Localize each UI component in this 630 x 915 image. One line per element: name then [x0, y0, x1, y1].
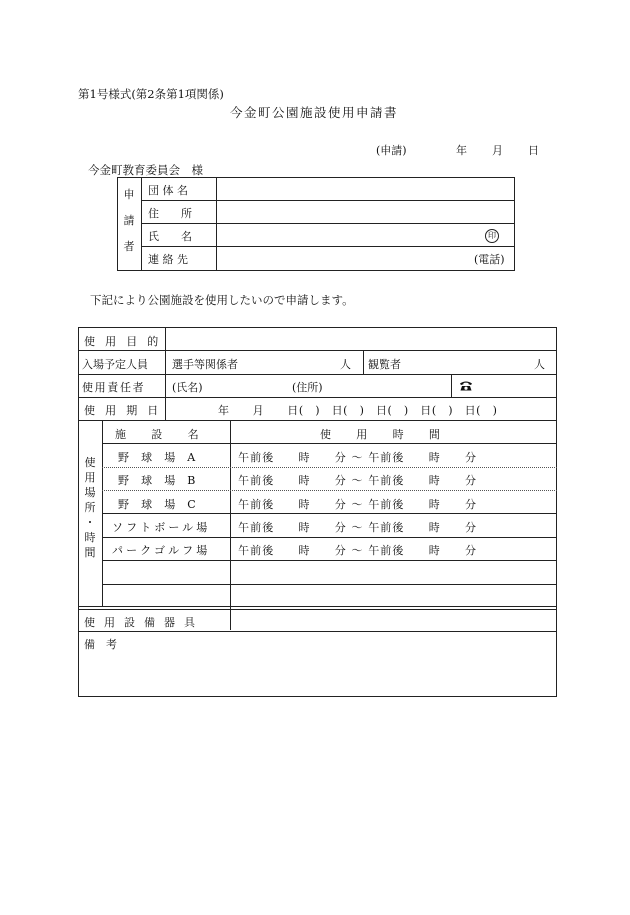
manager-address-field[interactable]: [325, 375, 450, 397]
group-name-label: 団 体 名: [148, 184, 188, 197]
applicant-name-field[interactable]: [217, 224, 514, 246]
participants-unit: 人: [340, 358, 351, 371]
facility-baseball-b: 野 球 場 B: [118, 474, 196, 487]
applicant-address-field[interactable]: [217, 201, 514, 223]
applicant-side-label: 申 請 者: [123, 188, 135, 253]
period-label: 使 用 期 日: [84, 404, 162, 417]
date-month: 月: [492, 144, 503, 157]
applicant-contact-field[interactable]: [217, 247, 514, 270]
time-row-a[interactable]: 午前後 時 分 〜 午前後 時 分: [238, 451, 478, 464]
manager-name-field[interactable]: [205, 375, 285, 397]
period-fields[interactable]: 年 月 日( ) 日( ) 日( ) 日( ) 日( ): [218, 404, 498, 417]
time-row-c[interactable]: 午前後 時 分 〜 午前後 時 分: [238, 498, 478, 511]
purpose-field[interactable]: [166, 328, 556, 350]
remarks-label: 備 考: [84, 638, 117, 651]
spectators-unit: 人: [534, 358, 545, 371]
manager-name-label: (氏名): [172, 381, 203, 394]
blank-facility-row-1[interactable]: [103, 561, 229, 583]
blank-time-row-1[interactable]: [231, 561, 556, 583]
spectators-label: 観覧者: [368, 358, 401, 371]
manager-phone-field[interactable]: [478, 375, 556, 397]
addressee: 今金町教育委員会 様: [88, 163, 203, 177]
seal-icon: 印: [485, 228, 499, 243]
telephone-icon: [459, 380, 473, 394]
equipment-field[interactable]: [231, 609, 556, 631]
contact-label: 連 絡 先: [148, 253, 188, 266]
blank-facility-row-2[interactable]: [103, 585, 229, 606]
blank-time-row-2[interactable]: [231, 585, 556, 606]
facility-softball: ソフトボール場: [112, 521, 211, 534]
time-row-park-golf[interactable]: 午前後 時 分 〜 午前後 時 分: [238, 544, 478, 557]
applied-label: (申請): [376, 144, 407, 157]
date-year: 年: [456, 144, 467, 157]
attendees-label: 入場予定人員: [82, 358, 148, 371]
facility-header: 施 設 名: [115, 428, 200, 441]
time-row-b[interactable]: 午前後 時 分 〜 午前後 時 分: [238, 474, 478, 487]
spectators-count-field[interactable]: [410, 351, 530, 373]
equipment-label: 使 用 設 備 器 具: [84, 616, 198, 629]
phone-suffix: (電話): [474, 253, 505, 266]
facility-park-golf: パークゴルフ場: [112, 544, 211, 557]
remarks-field[interactable]: [79, 650, 556, 696]
facility-baseball-c: 野 球 場 C: [118, 498, 197, 511]
manager-label: 使用責任者: [82, 381, 146, 394]
time-header: 使 用 時 間: [320, 428, 441, 441]
statement: 下記により公園施設を使用したいので申請します。: [90, 293, 354, 307]
address-label: 住 所: [148, 207, 192, 220]
participants-count-field[interactable]: [235, 351, 335, 373]
applicant-group-field[interactable]: [217, 178, 514, 200]
location-time-side-label: 使 用 場 所 ・ 時 間: [84, 456, 96, 559]
form-number: 第1号様式(第2条第1項関係): [78, 87, 224, 101]
time-row-softball[interactable]: 午前後 時 分 〜 午前後 時 分: [238, 521, 478, 534]
purpose-label: 使 用 目 的: [84, 335, 162, 348]
date-day: 日: [528, 144, 539, 157]
manager-address-label: (住所): [292, 381, 323, 394]
form-title: 今金町公園施設使用申請書: [230, 105, 399, 120]
name-label: 氏 名: [148, 230, 192, 243]
participants-label: 選手等関係者: [172, 358, 238, 371]
facility-baseball-a: 野 球 場 A: [118, 451, 196, 464]
